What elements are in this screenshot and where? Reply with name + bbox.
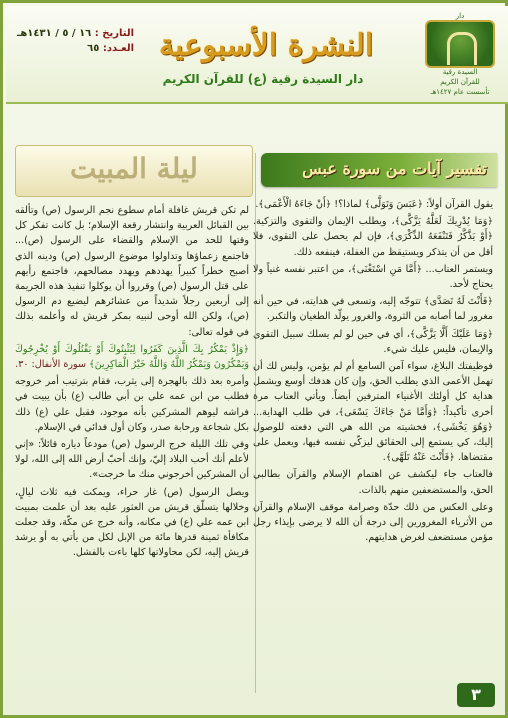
date-label: التاريخ :: [94, 28, 134, 39]
mabeet-column: [15, 203, 249, 563]
newsletter-title: النشرة الأسبوعية: [158, 28, 374, 63]
mabeet-paragraph: وأمره بعد ذلك بالهجرة إلى يثرب، فقام بترتيب أمر خروجه فطلب من ابن عمه علي بن أبي طالب (ع) بأن يبيت في فراشه ليوهم المشركين بأنه موجود، فقبل علي (ع) ذلك بكل شجاعة ورحابة صدر، وكان أول فدائي في الإسلام.: [15, 376, 249, 433]
logo-bottom-text: للقرآن الكريم: [440, 78, 480, 86]
issue-value: ٦٥: [87, 43, 100, 54]
tafsir-paragraph: ﴿وَمَا عَلَيْكَ أَلَّا يَزَّكَّى﴾، أي في حين لو لم يسلك سبيل التقوى والإيمان، فليس عليك شيء.: [253, 328, 493, 355]
logo-since-text: تأسست عام ١٤٢٧هـ: [430, 88, 490, 96]
mabeet-paragraph: وفي تلك الليلة خرج الرسول (ص) مودعاً دياره قائلاً: «إني لأعلم أنك أحب البلاد إليّ، وإنك أحبّ أرض الله إلى الله، لولا أن المشركين أخرجوني منك ما خرجت».: [15, 439, 249, 481]
tafsir-paragraph: ﴿وَمَا يُدْرِيكَ لَعَلَّهُ يَزَّكَّى﴾، ويطلب الإيمان والتقوى والتزكية. ﴿أَوْ يَذَّكَّرُ فَتَنْفَعَهُ الذِّكْرَى﴾، فإن لم يحصل على التقوى، فلا أقل من أن يتذكر ويستيقظ من الغفلة، فينفعه ذلك.: [253, 216, 493, 258]
tafsir-paragraph: ويستمر العتاب... ﴿أَمَّا مَنِ اسْتَغْنَى﴾، من اعتبر نفسه غنياً ولا يحتاج لأحد.: [253, 263, 493, 291]
mabeet-section-heading: [15, 145, 253, 197]
issue-meta: [16, 28, 134, 58]
logo-top-text: دار: [455, 12, 465, 20]
quran-verse: [15, 342, 249, 372]
quran-reference: سورة الأنفال: ٣٠.: [15, 359, 87, 371]
date-row: [16, 28, 134, 39]
tafsir-column: [253, 197, 493, 547]
logo: [422, 12, 498, 96]
tafsir-paragraph: فالعتاب جاء ليكشف عن اهتمام الإسلام والقرآن بطالبي الحق، والمستضعفين منهم بالذات.: [253, 469, 493, 496]
tafsir-heading-text: تفسير آيات من سورة عبس: [302, 159, 487, 178]
mabeet-paragraph: ويصل الرسول (ص) غار حراء، ويمكث فيه ثلاث ليالٍ، وخلالها يتسلّق قريش من العثور عليه بعد أن علمت بمبيت ابن عمه علي (ع) في مكانه، وأنه خرج عن مكّة، وقد جعلت مكافأة ثمينة قدرها مائة من الإبل لكل من يأتي به أو يرشد قريش إليه، لكن محاولاتها كلها باءت بالفشل.: [15, 486, 249, 559]
tafsir-paragraph: وعلى العكس من ذلك حدّة وصرامة موقف الإسلام والقرآن من الأثرياء المغرورين إلى درجة أن الله لا يرضى بإيذاء رجل مؤمن مستضعف لغرض هدايتهم.: [253, 501, 493, 544]
tafsir-paragraph: فوظيفتك البلاغ، سواء آمن السامع أم لم يؤمن، وليس لك أن تهمل الأعمى الذي يطلب الحق، وإن كان هدفك أوسع ويشمل هداية كل أولئك الأغنياء المترفين أيضاً. ويأتي العتاب مرة أخرى تأكيداً: ﴿وَأَمَّا مَنْ جَاءَكَ يَسْعَى﴾، في طلب الهداية... ﴿وَهُوَ يَخْشَى﴾، فخشيته من الله هي التي دفعته للوصول إليك، كي يستمع إلى الحقائق ليزكّي نفسه فيها، ويعمل على مقتضاها. ﴿فَأَنْتَ عَنْهُ تَلَهَّى﴾.: [253, 361, 493, 464]
tafsir-section-heading: [261, 153, 497, 187]
mabeet-paragraph: لم تكن قريش غافلة أمام سطوع نجم الرسول (ص) وتألقه بين القبائل العربية وانتشار رقعة الإسلام؛ بل كانت تفكر كل وقتها للحد من الإسلام والقضاء على الرسول (ص)... فاجتمع زعماؤها وتداولوا موضوع الرسول (ص) ودينه الذي أصبح خطراً كبيراً يهددهم ويهدد مصالحهم، فاجتمع رأيهم على قتل الرسول (ص) وقرروا أن يوكلوا تنفيذ هذه الجريمة إلى أربعين رجلاً شديداً من عشائرهم ليضيع دم الرسول (ص)، ولكن الله أوحى لنبيه بمكر قريش له وأعلمه بذلك في قوله تعالى:: [15, 205, 249, 338]
tafsir-paragraph: ﴿فَأَنْتَ لَهُ تَصَدَّى﴾ تتوجّه إليه، وتسعى في هدايته، في حين أنه مغرور لما أصابه من الثروة، والغرور يولّد الطغيان والتكبر.: [253, 296, 493, 323]
header: [6, 6, 508, 104]
page-number: ٣: [457, 683, 495, 707]
issue-row: [16, 43, 134, 54]
date-value: ١٦ / ٥ / ١٤٣١هـ: [16, 28, 92, 39]
tafsir-paragraph: يقول القرآن أولاً: ﴿عَبَسَ وَتَوَلَّى﴾ لماذا؟! ﴿أَنْ جَاءَهُ الْأَعْمَى﴾.: [255, 199, 493, 210]
issue-label: العـدد:: [102, 43, 134, 54]
logo-emblem-icon: [425, 20, 495, 68]
logo-mid-text: السيدة رقية: [442, 68, 478, 76]
newsletter-subtitle: دار السيدة رقية (ع) للقرآن الكريم: [162, 72, 364, 86]
mabeet-heading-text: ليلة المبيت: [70, 152, 198, 185]
quran-verse-text: ﴿وَإِذْ يَمْكُرُ بِكَ الَّذِينَ كَفَرُوا لِيُثْبِتُوكَ أَوْ يَقْتُلُوكَ أَوْ يُخْرِجُوكَ وَيَمْكُرُونَ وَيَمْكُرُ اللَّهُ وَاللَّهُ خَيْرُ الْمَاكِرِينَ﴾: [15, 343, 249, 371]
